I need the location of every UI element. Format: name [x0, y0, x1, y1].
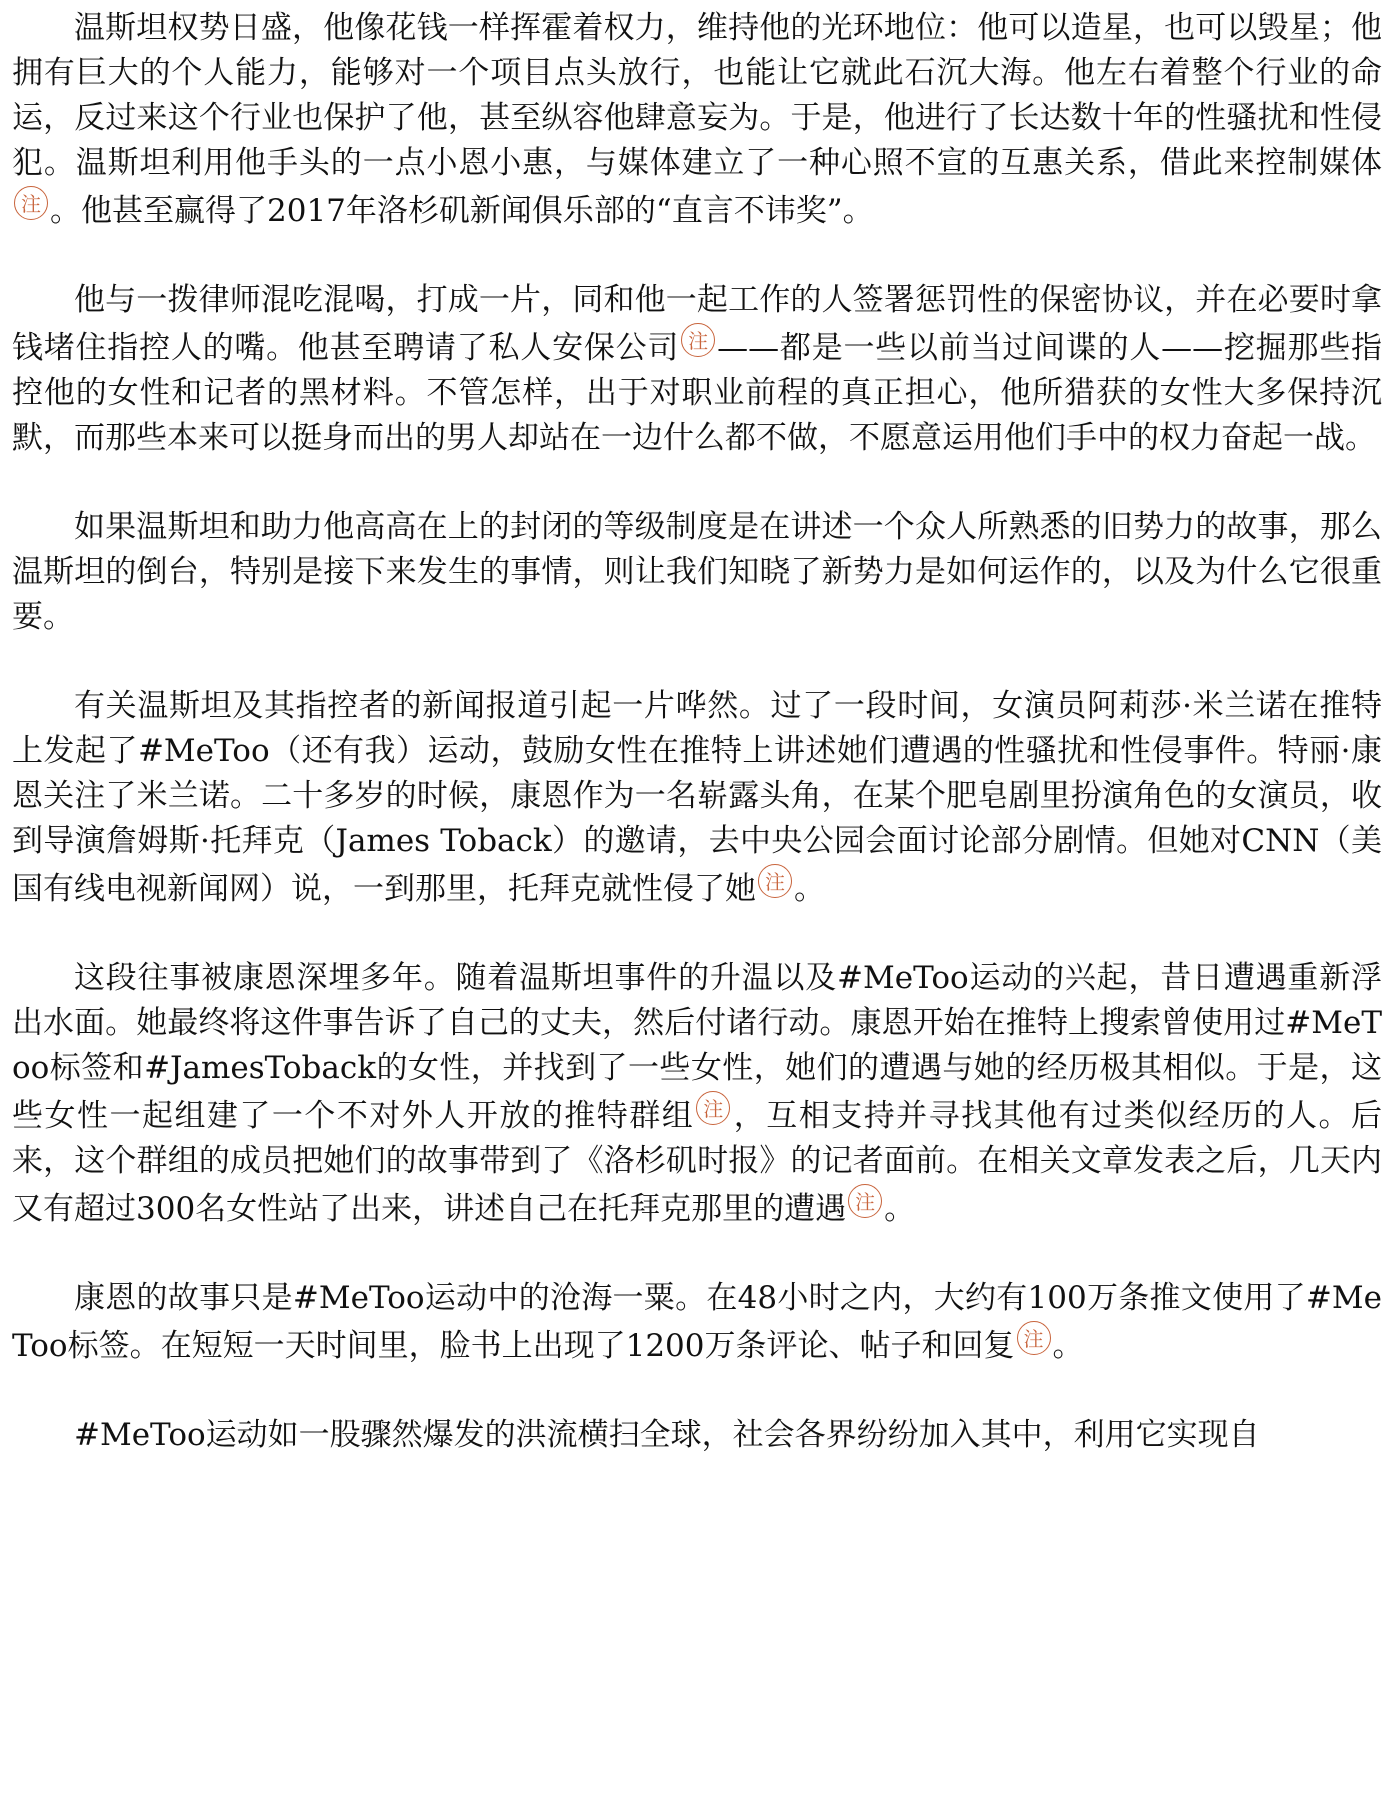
- paragraph-text: 。: [1052, 1328, 1084, 1364]
- paragraph-text: 如果温斯坦和助力他高高在上的封闭的等级制度是在讲述一个众人所熟悉的旧势力的故事，那么温斯坦的倒台，特别是接下来发生的事情，则让我们知晓了新势力是如何运作的，以及为什么它很重要。: [12, 509, 1382, 635]
- footnote-marker-icon[interactable]: 注: [14, 186, 48, 220]
- paragraph-text: ——都是一些以前当过间谍的人——挖掘那些指控他的女性和记者的黑材料。不管怎样，出于对职业前程的真正担心，他所猎获的女性大多保持沉默，而那些本来可以挺身而出的男人却站在一边什么都不做，不愿意运用他们手中的权力奋起一战。: [12, 330, 1383, 456]
- footnote-marker-icon[interactable]: 注: [758, 864, 792, 898]
- paragraph-text: #MeToo运动如一股骤然爆发的洪流横扫全球，社会各界纷纷加入其中，利用它实现自: [74, 1417, 1260, 1453]
- paragraph-text: 。他甚至赢得了2017年洛杉矶新闻俱乐部的“直言不讳奖”。: [50, 193, 874, 229]
- body-paragraph: [12, 1276, 1382, 1369]
- paragraph-text: 。: [884, 1191, 916, 1227]
- paragraph-text: 他与一拨律师混吃混喝，打成一片，同和他一起工作的人签署惩罚性的保密协议，并在必要时拿钱堵住指控人的嘴。他甚至聘请了私人安保公司: [12, 282, 1382, 366]
- body-paragraph: [12, 6, 1382, 234]
- document-page: [12, 6, 1382, 1502]
- paragraph-text: 康恩的故事只是#MeToo运动中的沧海一粟。在48小时之内，大约有100万条推文使用了#MeToo标签。在短短一天时间里，脸书上出现了1200万条评论、帖子和回复: [12, 1280, 1382, 1364]
- body-paragraph: [12, 684, 1382, 912]
- paragraph-text: 这段往事被康恩深埋多年。随着温斯坦事件的升温以及#MeToo运动的兴起，昔日遭遇重新浮出水面。她最终将这件事告诉了自己的丈夫，然后付诸行动。康恩开始在推特上搜索曾使用过#MeToo标签和#JamesToback的女性，并找到了一些女性，她们的遭遇与她的经历极其相似。于是，这些女性一起组建了一个不对外人开放的推特群组: [12, 960, 1382, 1134]
- body-paragraph: [12, 505, 1382, 640]
- paragraph-text: ，互相支持并寻找其他有过类似经历的人。后来，这个群组的成员把她们的故事带到了《洛杉矶时报》的记者面前。在相关文章发表之后，几天内又有超过300名女性站了出来，讲述自己在托拜克那里的遭遇: [12, 1098, 1383, 1227]
- paragraph-text: 有关温斯坦及其指控者的新闻报道引起一片哗然。过了一段时间，女演员阿莉莎·米兰诺在推特上发起了#MeToo（还有我）运动，鼓励女性在推特上讲述她们遭遇的性骚扰和性侵事件。特丽·康恩关注了米兰诺。二十多岁的时候，康恩作为一名崭露头角，在某个肥皂剧里扮演角色的女演员，收到导演詹姆斯·托拜克（James Toback）的邀请，去中央公园会面讨论部分剧情。但她对CNN（美国有线电视新闻网）说，一到那里，托拜克就性侵了她: [12, 688, 1382, 907]
- footnote-marker-icon[interactable]: 注: [848, 1184, 882, 1218]
- footnote-marker-icon[interactable]: 注: [1017, 1321, 1051, 1355]
- paragraph-text: 。: [794, 871, 825, 907]
- footnote-marker-icon[interactable]: 注: [696, 1091, 730, 1125]
- body-paragraph: [12, 278, 1382, 461]
- paragraph-text: 温斯坦权势日盛，他像花钱一样挥霍着权力，维持他的光环地位：他可以造星，也可以毁星；他拥有巨大的个人能力，能够对一个项目点头放行，也能让它就此石沉大海。他左右着整个行业的命运，反过来这个行业也保护了他，甚至纵容他肆意妄为。于是，他进行了长达数十年的性骚扰和性侵犯。温斯坦利用他手头的一点小恩小惠，与媒体建立了一种心照不宣的互惠关系，借此来控制媒体: [12, 10, 1382, 181]
- footnote-marker-icon[interactable]: 注: [681, 323, 715, 357]
- body-paragraph: [12, 1413, 1382, 1458]
- body-paragraph: [12, 956, 1382, 1232]
